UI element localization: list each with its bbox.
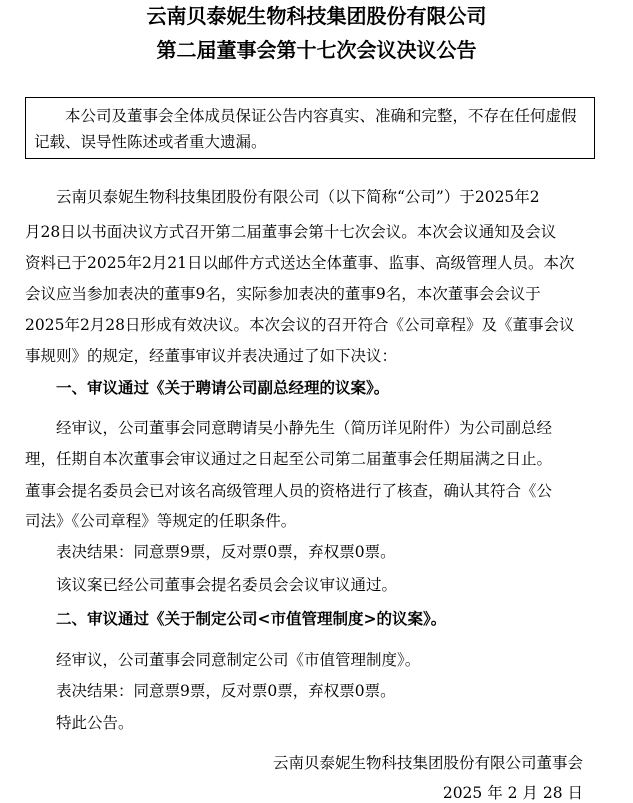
intro-line-4: 会议应当参加表决的董事9名，实际参加表决的董事9名，本次董事会会议于	[25, 285, 541, 303]
disclaimer-box	[25, 97, 595, 159]
intro-line-1: 云南贝泰妮生物科技集团股份有限公司（以下简称“公司”）于2025年2	[56, 188, 540, 206]
resolution-1-body-line-1: 经审议，公司董事会同意聘请吴小静先生（简历详见附件）为公司副总经	[56, 419, 553, 437]
signatory-board: 云南贝泰妮生物科技集团股份有限公司董事会	[272, 754, 583, 772]
announcement-date: 2025 年 2 月 28 日	[442, 784, 583, 802]
resolution-1-heading: 一、审议通过《关于聘请公司副总经理的议案》。	[56, 378, 390, 397]
intro-line-5: 2025年2月28日形成有效决议。本次会议的召开符合《公司章程》及《董事会议	[25, 316, 575, 334]
resolution-1-body-line-2: 理，任期自本次董事会审议通过之日起至公司第二届董事会任期届满之日止。	[25, 450, 553, 468]
resolution-1-vote-result: 表决结果：同意票9票，反对票0票，弃权票0票。	[56, 543, 396, 561]
company-name-title: 云南贝泰妮生物科技集团股份有限公司	[146, 4, 487, 28]
resolution-1-body-line-4: 司法》《公司章程》等规定的任职条件。	[25, 512, 297, 530]
closing-statement: 特此公告。	[56, 714, 134, 732]
disclaimer-line-1: 本公司及董事会全体成员保证公告内容真实、准确和完整，不存在任何虚假	[65, 107, 577, 125]
intro-line-2: 月28日以书面决议方式召开第二届董事会第十七次会议。本次会议通知及会议	[25, 223, 557, 241]
resolution-2-body: 经审议，公司董事会同意制定公司《市值管理制度》。	[56, 651, 421, 669]
intro-line-6: 事规则》的规定，经董事审议并表决通过了如下决议：	[25, 347, 398, 365]
announcement-title: 第二届董事会第十七次会议决议公告	[156, 38, 477, 62]
resolution-1-body-line-3: 董事会提名委员会已对该名高级管理人员的资格进行了核查，确认其符合《公	[25, 482, 553, 500]
intro-line-3: 资料已于2025年2月21日以邮件方式送达全体董事、监事、高级管理人员。本次	[25, 254, 575, 272]
resolution-2-vote-result: 表决结果：同意票9票，反对票0票，弃权票0票。	[56, 682, 396, 700]
disclaimer-line-2: 记载、误导性陈述或者重大遗漏。	[34, 133, 267, 151]
resolution-1-committee-note: 该议案已经公司董事会提名委员会会议审议通过。	[56, 576, 398, 594]
resolution-2-heading: 二、审议通过《关于制定公司<市值管理制度>的议案》。	[56, 609, 447, 628]
